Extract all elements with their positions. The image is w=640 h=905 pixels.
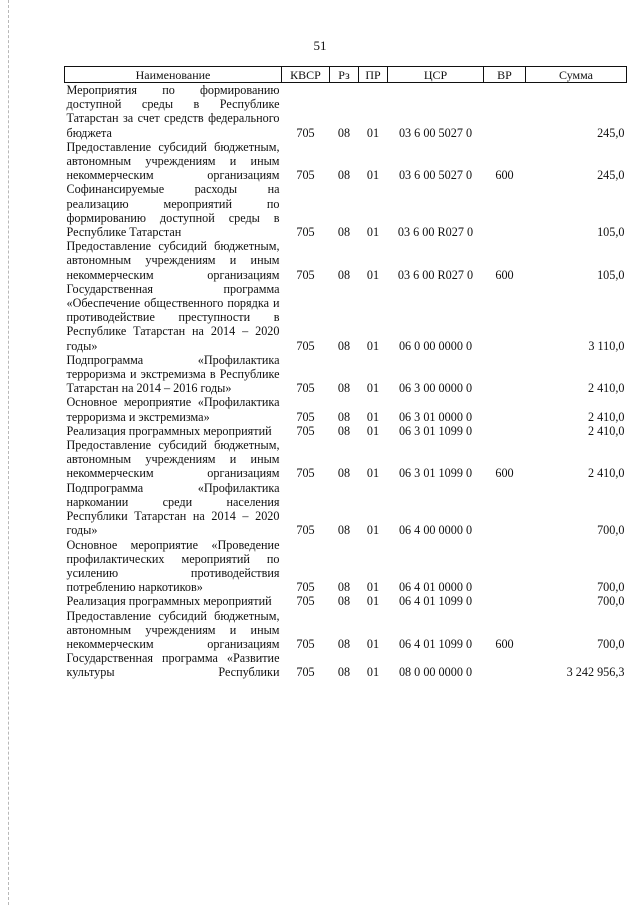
row-vr xyxy=(484,182,526,239)
row-kvsr: 705 xyxy=(296,409,315,424)
row-vr xyxy=(484,353,526,396)
table-row xyxy=(65,239,627,282)
row-kvsr: 705 xyxy=(296,338,315,353)
row-name: Подпрограмма «Профилактика терроризма и экстремизма в Республике Татарстан на 2014 – 2016 годы» xyxy=(66,352,280,396)
row-csr: 08 0 00 0000 0 xyxy=(398,665,473,680)
table-row xyxy=(65,83,627,140)
row-sum: 700,0 xyxy=(597,580,625,595)
row-csr: 06 0 00 0000 0 xyxy=(398,338,473,353)
row-rz: 08 xyxy=(337,423,351,438)
row-pr: 01 xyxy=(366,125,380,140)
row-csr: 06 3 00 0000 0 xyxy=(398,381,473,396)
row-name: Предоставление субсидий бюджетным, автономным учреждениям и иным некоммерческим организациям xyxy=(66,608,280,651)
row-pr: 01 xyxy=(366,580,380,595)
row-vr xyxy=(484,83,526,140)
table-row xyxy=(65,481,627,538)
row-kvsr: 705 xyxy=(296,580,315,595)
row-kvsr: 705 xyxy=(296,125,315,140)
row-sum: 700,0 xyxy=(597,594,625,609)
page-number: 51 xyxy=(313,38,327,53)
row-kvsr: 705 xyxy=(296,225,315,240)
table-row xyxy=(65,594,627,608)
row-sum: 2 410,0 xyxy=(587,381,625,396)
column-header-rz: Рз xyxy=(330,67,359,83)
row-pr: 01 xyxy=(366,338,380,353)
table-row xyxy=(65,353,627,396)
row-name: Предоставление субсидий бюджетным, автономным учреждениям и иным некоммерческим организациям xyxy=(66,239,280,282)
row-csr: 06 4 01 1099 0 xyxy=(398,594,473,609)
budget-table xyxy=(64,66,627,680)
table-header-row xyxy=(65,67,627,83)
row-csr: 06 4 00 0000 0 xyxy=(398,523,473,538)
row-kvsr: 705 xyxy=(296,423,315,438)
column-header-vr: ВР xyxy=(484,67,526,83)
table-row xyxy=(65,282,627,353)
row-sum: 245,0 xyxy=(597,168,625,183)
table-row xyxy=(65,182,627,239)
row-vr xyxy=(484,282,526,353)
row-rz: 08 xyxy=(337,125,351,140)
row-csr: 06 4 01 0000 0 xyxy=(398,580,473,595)
table-row xyxy=(65,395,627,423)
row-rz: 08 xyxy=(337,665,351,680)
row-csr: 03 6 00 R027 0 xyxy=(397,225,474,240)
table-row xyxy=(65,609,627,652)
row-name: Основное мероприятие «Профилактика терроризма и экстремизма» xyxy=(66,395,280,424)
row-rz: 08 xyxy=(337,267,351,282)
table-row xyxy=(65,438,627,481)
table-row xyxy=(65,651,627,679)
row-csr: 03 6 00 R027 0 xyxy=(397,267,474,282)
row-sum: 700,0 xyxy=(597,523,625,538)
row-sum: 105,0 xyxy=(597,267,625,282)
row-name: Реализация программных мероприятий xyxy=(66,594,272,609)
row-vr: 600 xyxy=(495,466,514,481)
row-kvsr: 705 xyxy=(296,665,315,680)
column-header-kvsr: КВСР xyxy=(282,67,330,83)
row-rz: 08 xyxy=(337,225,351,240)
table-row xyxy=(65,424,627,438)
row-name: Подпрограмма «Профилактика наркомании среди населения Республики Татарстан на 2014 – 2020 годы» xyxy=(66,480,280,538)
row-vr xyxy=(484,594,526,608)
row-name: Реализация программных мероприятий xyxy=(66,423,272,438)
row-csr: 06 3 01 0000 0 xyxy=(398,409,473,424)
row-vr: 600 xyxy=(495,636,514,651)
row-pr: 01 xyxy=(366,267,380,282)
row-sum: 105,0 xyxy=(597,225,625,240)
column-header-pr: ПР xyxy=(359,67,388,83)
row-csr: 06 3 01 1099 0 xyxy=(398,423,473,438)
row-rz: 08 xyxy=(337,338,351,353)
row-rz: 08 xyxy=(337,636,351,651)
row-pr: 01 xyxy=(366,594,380,609)
row-kvsr: 705 xyxy=(296,466,315,481)
column-header-csr: ЦСР xyxy=(388,67,484,83)
table-row xyxy=(65,538,627,595)
row-rz: 08 xyxy=(337,523,351,538)
row-vr: 600 xyxy=(495,168,514,183)
row-vr xyxy=(484,481,526,538)
row-pr: 01 xyxy=(366,409,380,424)
row-csr: 06 4 01 1099 0 xyxy=(398,636,473,651)
row-vr xyxy=(484,538,526,595)
row-vr xyxy=(484,651,526,679)
row-name: Государственная программа «Обеспечение общественного порядка и противодействие преступности в Республике Татарстан на 2014 – 2020 годы» xyxy=(66,281,280,353)
row-csr: 03 6 00 5027 0 xyxy=(398,168,473,183)
row-name: Основное мероприятие «Проведение профилактических мероприятий по усилению противодействия потреблению наркотиков» xyxy=(66,537,280,595)
row-rz: 08 xyxy=(337,466,351,481)
row-vr: 600 xyxy=(495,267,514,282)
row-sum: 700,0 xyxy=(597,636,625,651)
row-pr: 01 xyxy=(366,381,380,396)
row-vr xyxy=(484,424,526,438)
row-sum: 245,0 xyxy=(597,125,625,140)
row-sum: 2 410,0 xyxy=(587,423,625,438)
row-pr: 01 xyxy=(366,665,380,680)
row-kvsr: 705 xyxy=(296,636,315,651)
row-kvsr: 705 xyxy=(296,594,315,609)
row-pr: 01 xyxy=(366,523,380,538)
row-pr: 01 xyxy=(366,466,380,481)
row-name: Предоставление субсидий бюджетным, автономным учреждениям и иным некоммерческим организациям xyxy=(66,139,280,183)
row-pr: 01 xyxy=(366,168,380,183)
row-kvsr: 705 xyxy=(296,267,315,282)
row-name: Государственная программа «Развитие культуры Республики xyxy=(66,651,280,680)
row-csr: 03 6 00 5027 0 xyxy=(398,125,473,140)
row-sum: 2 410,0 xyxy=(587,466,625,481)
row-rz: 08 xyxy=(337,381,351,396)
row-rz: 08 xyxy=(337,409,351,424)
row-sum: 2 410,0 xyxy=(587,409,625,424)
row-rz: 08 xyxy=(337,594,351,609)
row-sum: 3 242 956,3 xyxy=(566,665,625,680)
row-rz: 08 xyxy=(337,168,351,183)
row-rz: 08 xyxy=(337,580,351,595)
row-name: Мероприятия по формированию доступной среды в Республике Татарстан за счет средств федерального бюджета xyxy=(66,83,280,140)
row-vr xyxy=(484,395,526,423)
row-name: Предоставление субсидий бюджетным, автономным учреждениям и иным некоммерческим организациям xyxy=(66,438,280,481)
column-header-name: Наименование xyxy=(65,67,282,83)
row-pr: 01 xyxy=(366,636,380,651)
row-kvsr: 705 xyxy=(296,381,315,396)
binding-margin-line xyxy=(8,0,9,905)
column-header-sum: Сумма xyxy=(526,67,627,83)
row-name: Софинансируемые расходы на реализацию мероприятий по формированию доступной среды в Республике Татарстан xyxy=(66,182,280,240)
table-row xyxy=(65,140,627,183)
row-pr: 01 xyxy=(366,225,380,240)
row-kvsr: 705 xyxy=(296,523,315,538)
row-kvsr: 705 xyxy=(296,168,315,183)
row-csr: 06 3 01 1099 0 xyxy=(398,466,473,481)
row-pr: 01 xyxy=(366,423,380,438)
row-sum: 3 110,0 xyxy=(588,338,625,353)
